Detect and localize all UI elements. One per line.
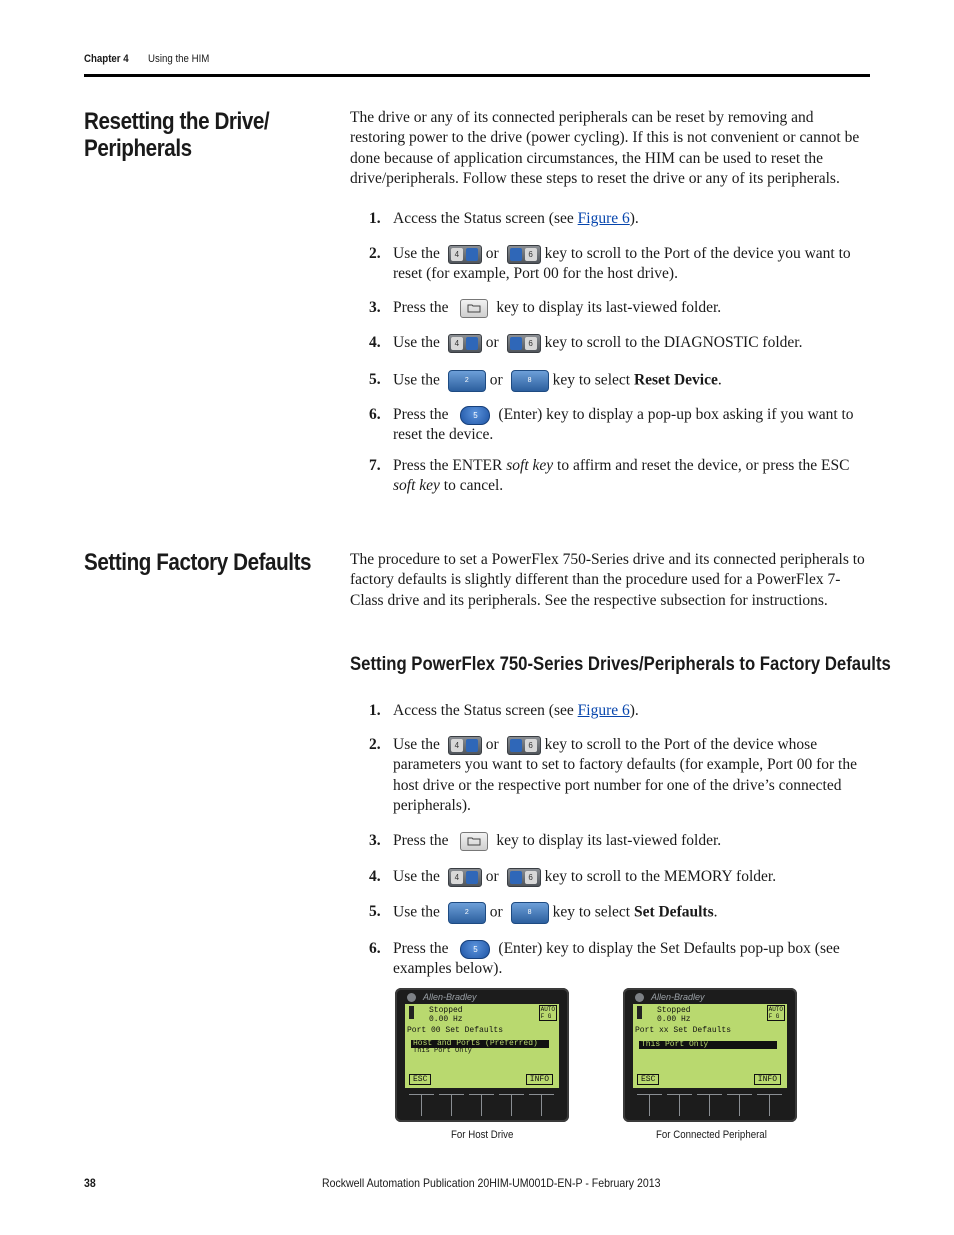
reset-step-6: [369, 405, 869, 446]
subheading-powerflex-750: Setting PowerFlex 750-Series Drives/Peripherals to Factory Defaults: [350, 654, 891, 675]
info-soft-key[interactable]: INFO: [526, 1074, 553, 1085]
status-indicator-icon: [409, 1006, 414, 1019]
step-number: 5.: [369, 903, 381, 920]
step-number: 4.: [369, 868, 381, 885]
folder-key-icon: [460, 299, 488, 318]
popup-title: Port 00 Set Defaults: [407, 1026, 504, 1035]
step-text: key to display its last-viewed folder.: [496, 299, 722, 316]
fg-label: F G: [540, 1013, 552, 1020]
left-arrow-key-icon: [448, 334, 482, 353]
him-display-host-drive: [395, 988, 569, 1122]
esc-soft-key[interactable]: ESC: [637, 1074, 659, 1085]
step-number: 5.: [369, 371, 381, 388]
step-text: Use the: [393, 334, 440, 351]
caption-host-drive: For Host Drive: [451, 1129, 514, 1141]
key-digit: 4: [451, 337, 463, 350]
defaults-step-3: [369, 831, 869, 851]
figure-6-link[interactable]: Figure 6: [577, 210, 630, 227]
heading-line-1: Resetting the Drive/: [84, 108, 270, 135]
or-word: or: [485, 868, 499, 885]
step-text: Access the Status screen (see: [393, 210, 578, 227]
heading-line-2: Peripherals: [84, 135, 192, 162]
step-number: 1.: [369, 210, 381, 227]
soft-key-3[interactable]: [709, 1094, 710, 1116]
key-digit: 4: [451, 739, 463, 752]
selected-option[interactable]: This Port Only: [639, 1041, 777, 1049]
page-number: 38: [84, 1176, 96, 1190]
drive-frequency: 0.00 Hz: [429, 1015, 463, 1024]
step-text: Press the: [393, 940, 449, 957]
soft-key-4[interactable]: [739, 1094, 740, 1116]
step-number: 3.: [369, 299, 381, 316]
key-digit: 4: [451, 871, 463, 884]
step-text: Use the: [393, 736, 440, 753]
step-text: key to scroll to the DIAGNOSTIC folder.: [544, 334, 803, 351]
soft-key-5[interactable]: [769, 1094, 770, 1116]
esc-soft-key[interactable]: ESC: [409, 1074, 431, 1085]
step-number: 1.: [369, 702, 381, 719]
status-indicator-icon: [637, 1006, 642, 1019]
selected-option[interactable]: Host and Ports (Preferred): [411, 1040, 549, 1048]
step-text: key to scroll to the MEMORY folder.: [544, 868, 777, 885]
soft-key-2[interactable]: [451, 1094, 452, 1116]
down-arrow-key-icon: [448, 370, 486, 392]
reset-step-2: [369, 244, 869, 285]
step-text: Access the Status screen (see: [393, 702, 578, 719]
step-number: 3.: [369, 832, 381, 849]
other-option[interactable]: This Port Only: [413, 1047, 472, 1055]
step-text: (Enter) key to display a pop-up box asking if you want to reset the device.: [393, 406, 854, 444]
step-number: 2.: [369, 245, 381, 262]
brand-label: Allen-Bradley: [651, 992, 705, 1002]
him-display-connected-peripheral: [623, 988, 797, 1122]
soft-key-1[interactable]: [421, 1094, 422, 1116]
popup-title: Port xx Set Defaults: [635, 1026, 732, 1035]
soft-key-term: soft key: [393, 477, 440, 495]
or-word: or: [485, 736, 499, 753]
resetting-intro: The drive or any of its connected peripherals can be reset by removing and restoring power to the drive (power cycling). If this is not convenient or cannot be done because of application circumstances, the HIM can be used to reset the drive/peripherals. Follow these steps to reset the drive or any of its peripherals.: [350, 109, 860, 188]
right-arrow-key-icon: [507, 868, 541, 887]
allen-bradley-logo-icon: [407, 993, 416, 1002]
heading-resetting: [84, 108, 269, 162]
left-arrow-key-icon: [448, 245, 482, 264]
defaults-step-4: [369, 867, 869, 887]
right-arrow-key-icon: [507, 245, 541, 264]
fg-label: F G: [768, 1013, 780, 1020]
soft-key-3[interactable]: [481, 1094, 482, 1116]
auto-indicator: [539, 1005, 557, 1021]
step-text: to affirm and reset the device, or press the ESC: [553, 457, 850, 474]
key-digit: 6: [525, 739, 537, 752]
key-digit: 8: [527, 909, 532, 916]
running-header: [84, 53, 209, 65]
step-text: Press the: [393, 832, 449, 849]
step-text: Press the ENTER: [393, 457, 507, 474]
key-digit: 8: [527, 377, 532, 384]
caption-connected-peripheral: For Connected Peripheral: [656, 1129, 767, 1141]
defaults-step-5: [369, 902, 869, 924]
reset-step-3: [369, 298, 869, 318]
soft-key-term: soft key: [506, 457, 554, 474]
right-arrow-key-icon: [507, 334, 541, 353]
chapter-label: Chapter 4: [84, 53, 129, 65]
up-arrow-key-icon: [511, 370, 549, 392]
or-word: or: [489, 371, 503, 389]
folder-key-icon: [460, 832, 488, 851]
key-digit: 2: [464, 376, 469, 384]
heading-setting-factory-defaults: Setting Factory Defaults: [84, 549, 312, 576]
info-soft-key[interactable]: INFO: [754, 1074, 781, 1085]
key-digit: 6: [525, 248, 537, 261]
defaults-step-6: [369, 939, 869, 980]
step-number: 7.: [369, 457, 381, 474]
soft-key-2[interactable]: [679, 1094, 680, 1116]
left-arrow-key-icon: [448, 868, 482, 887]
soft-key-5[interactable]: [541, 1094, 542, 1116]
defaults-step-1: [369, 701, 869, 721]
step-text: ).: [629, 702, 639, 719]
enter-key-icon: 5: [460, 940, 490, 959]
reset-step-4: [369, 333, 869, 353]
key-digit: 6: [525, 337, 537, 350]
key-digit: 2: [464, 908, 469, 916]
step-text: .: [713, 903, 718, 921]
step-text: ).: [629, 210, 639, 227]
step-text: Press the: [393, 406, 449, 423]
or-word: or: [485, 334, 499, 351]
drive-status: Stopped: [429, 1006, 463, 1015]
reset-step-1: [369, 209, 869, 229]
enter-key-icon: 5: [460, 406, 490, 425]
up-arrow-key-icon: [511, 902, 549, 924]
auto-label: AUTO: [540, 1006, 555, 1013]
drive-frequency: 0.00 Hz: [657, 1015, 691, 1024]
factory-defaults-intro: The procedure to set a PowerFlex 750-Series drive and its connected peripherals to factory defaults is slightly different than the procedure used for a PowerFlex 7-Class drive and its peripherals. See the respective subsection for instructions.: [350, 551, 865, 609]
step-text: to cancel.: [439, 477, 504, 495]
step-number: 4.: [369, 334, 381, 351]
step-text: Use the: [393, 371, 440, 389]
step-text: key to select: [552, 371, 634, 389]
defaults-step-2: [369, 735, 869, 817]
soft-key-1[interactable]: [649, 1094, 650, 1116]
lcd-screen: [405, 1004, 559, 1088]
step-text: Use the: [393, 868, 440, 885]
chapter-title: Using the HIM: [148, 53, 210, 65]
lcd-screen: [633, 1004, 787, 1088]
step-text: key to select: [552, 903, 634, 921]
step-text: Press the: [393, 299, 449, 316]
publication-info: Rockwell Automation Publication 20HIM-UM001D-EN-P - February 2013: [322, 1176, 661, 1190]
soft-key-row: [409, 1094, 555, 1116]
right-arrow-key-icon: [507, 736, 541, 755]
drive-status: Stopped: [657, 1006, 691, 1015]
or-word: or: [485, 245, 499, 262]
set-defaults-term: Set Defaults: [633, 903, 714, 921]
brand-label: Allen-Bradley: [423, 992, 477, 1002]
step-number: 6.: [369, 940, 381, 957]
reset-device-term: Reset Device: [633, 371, 718, 389]
step-text: Use the: [393, 903, 440, 921]
reset-step-5: [369, 370, 869, 392]
figure-6-link[interactable]: Figure 6: [577, 702, 630, 719]
step-text: key to display its last-viewed folder.: [496, 832, 722, 849]
key-digit: 6: [525, 871, 537, 884]
step-text: key to scroll to the Port of the device you want to reset (for example, Port 00 for the host drive).: [393, 245, 851, 283]
step-number: 2.: [369, 736, 381, 753]
allen-bradley-logo-icon: [635, 993, 644, 1002]
auto-label: AUTO: [768, 1006, 783, 1013]
soft-key-row: [637, 1094, 783, 1116]
auto-indicator: [767, 1005, 785, 1021]
soft-key-4[interactable]: [511, 1094, 512, 1116]
step-text: Use the: [393, 245, 440, 262]
step-text: (Enter) key to display the Set Defaults pop-up box (see examples below).: [393, 940, 840, 978]
left-arrow-key-icon: [448, 736, 482, 755]
step-text: .: [717, 371, 722, 389]
down-arrow-key-icon: [448, 902, 486, 924]
or-word: or: [489, 903, 503, 921]
reset-step-7: [369, 456, 869, 497]
step-text: key to scroll to the Port of the device whose parameters you want to set to factory defaults (for example, Port 00 for the host drive or the respective port number for one of the drive’s connected peripherals).: [393, 736, 857, 815]
header-rule: [84, 74, 870, 77]
step-number: 6.: [369, 406, 381, 423]
key-digit: 4: [451, 248, 463, 261]
